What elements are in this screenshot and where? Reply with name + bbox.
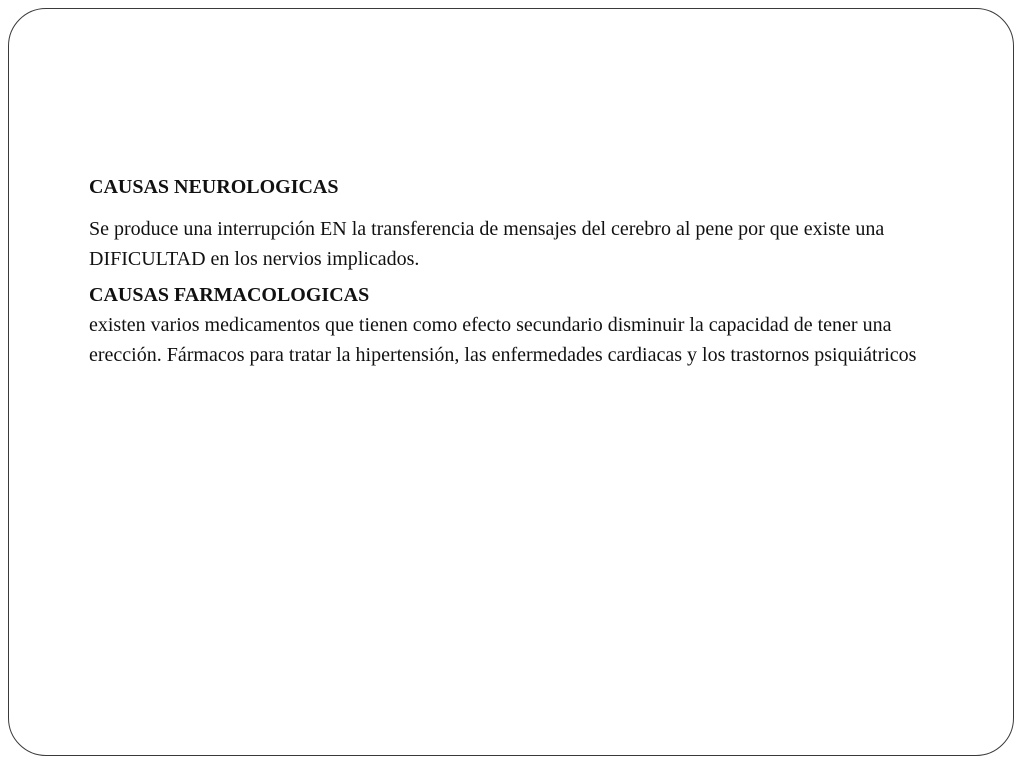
body-neurologicas: Se produce una interrupción EN la transferencia de mensajes del cerebro al pene por que existe una DIFICULTAD en los nervios implicados. [89, 218, 885, 270]
slide-frame [8, 8, 1014, 756]
slide-content [89, 172, 949, 370]
body-farmacologicas: existen varios medicamentos que tienen como efecto secundario disminuir la capacidad de tener una erección. Fármacos para tratar la hipertensión, las enfermedades cardiacas y los trastornos psiquiátricos [89, 314, 917, 366]
heading-neurologicas: CAUSAS NEUROLOGICAS [89, 176, 339, 198]
heading-farmacologicas: CAUSAS FARMACOLOGICAS [89, 284, 370, 306]
